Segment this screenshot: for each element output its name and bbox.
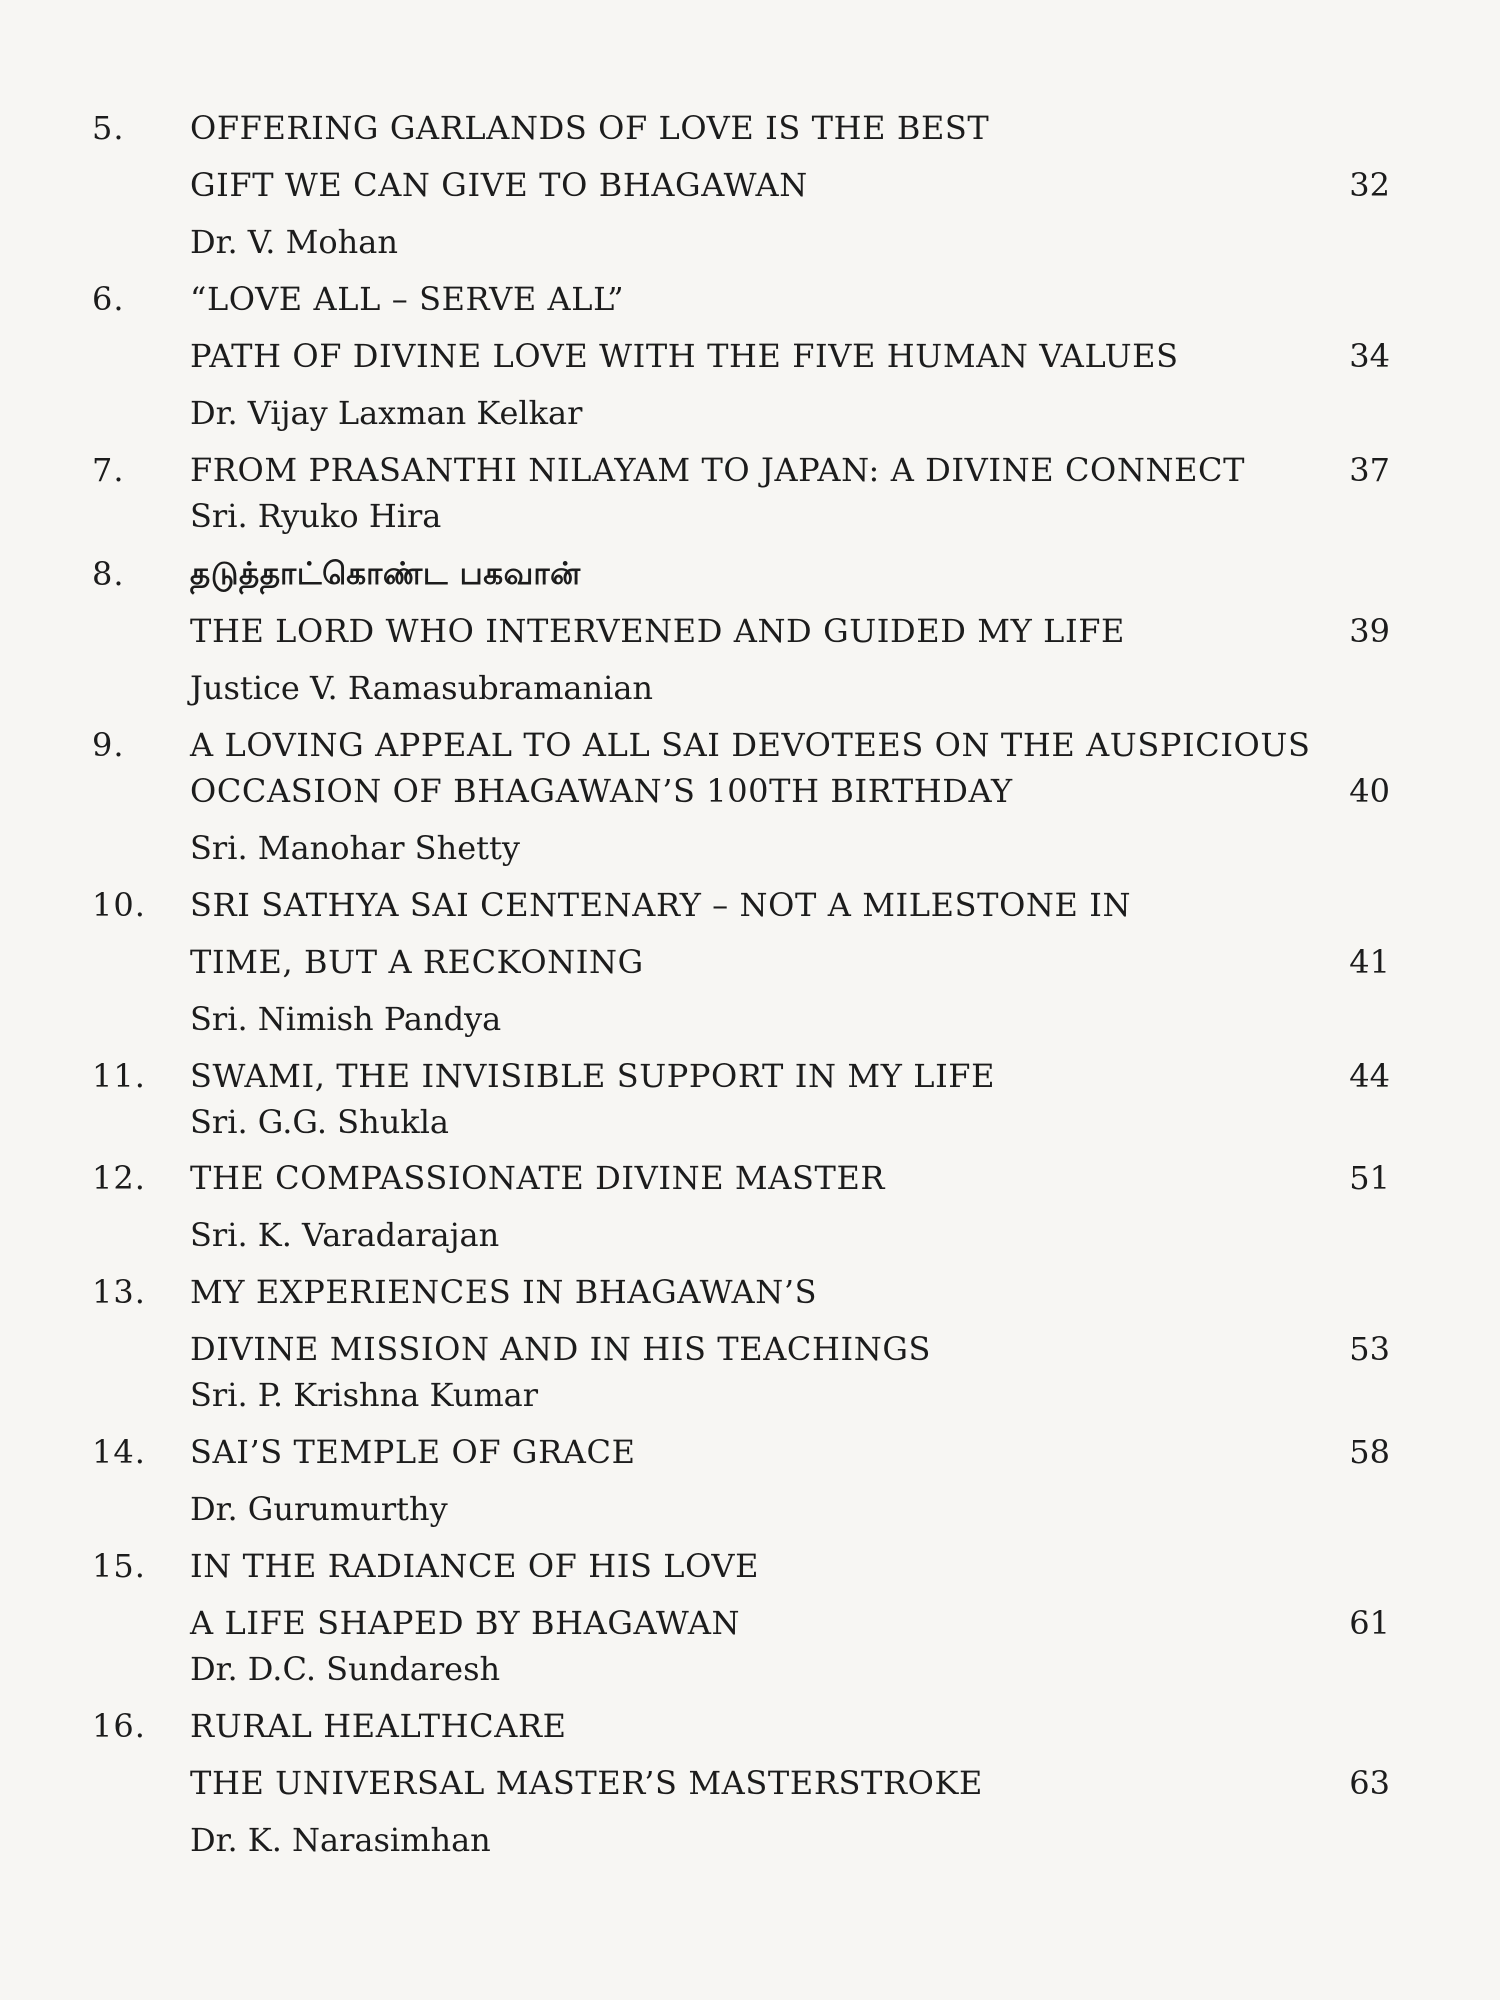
- entry-title-line: SAI’S TEMPLE OF GRACE: [190, 1433, 636, 1471]
- entry-author: Sri. Manohar Shetty: [190, 829, 520, 867]
- entry-title-tamil: தடுத்தாட்கொண்ட பகவான்: [190, 556, 581, 592]
- entry-number: 11.: [92, 1057, 146, 1095]
- entry-number: 5.: [92, 109, 125, 147]
- entry-title-line: OFFERING GARLANDS OF LOVE IS THE BEST: [190, 109, 990, 147]
- entry-title-line: RURAL HEALTHCARE: [190, 1707, 567, 1745]
- entry-number: 15.: [92, 1547, 146, 1585]
- page-number: 44: [1349, 1057, 1390, 1095]
- entry-title-line: FROM PRASANTHI NILAYAM TO JAPAN: A DIVINE CONNECT: [190, 451, 1246, 489]
- page-number: 58: [1349, 1433, 1390, 1471]
- entry-title-line: PATH OF DIVINE LOVE WITH THE FIVE HUMAN VALUES: [190, 337, 1179, 375]
- page-number: 41: [1349, 943, 1390, 981]
- entry-author: Dr. D.C. Sundaresh: [190, 1650, 501, 1688]
- entry-title-line: MY EXPERIENCES IN BHAGAWAN’S: [190, 1273, 818, 1311]
- entry-title-line: THE LORD WHO INTERVENED AND GUIDED MY LIFE: [190, 612, 1126, 650]
- entry-number: 13.: [92, 1273, 146, 1311]
- page-number: 40: [1349, 772, 1390, 810]
- entry-author: Sri. P. Krishna Kumar: [190, 1376, 539, 1414]
- entry-number: 12.: [92, 1159, 146, 1197]
- entry-title-line: SRI SATHYA SAI CENTENARY – NOT A MILESTONE IN: [190, 886, 1132, 924]
- entry-title-line: GIFT WE CAN GIVE TO BHAGAWAN: [190, 166, 808, 204]
- entry-number: 8.: [92, 555, 125, 593]
- entry-author: Dr. V. Mohan: [190, 223, 398, 261]
- page-number: 39: [1349, 612, 1390, 650]
- entry-title-line: A LOVING APPEAL TO ALL SAI DEVOTEES ON THE AUSPICIOUS: [190, 726, 1311, 764]
- entry-number: 10.: [92, 886, 146, 924]
- entry-title-line: DIVINE MISSION AND IN HIS TEACHINGS: [190, 1330, 932, 1368]
- entry-title-line: OCCASION OF BHAGAWAN’S 100TH BIRTHDAY: [190, 772, 1013, 810]
- entry-title-line: SWAMI, THE INVISIBLE SUPPORT IN MY LIFE: [190, 1057, 996, 1095]
- entry-title-line: A LIFE SHAPED BY BHAGAWAN: [190, 1604, 741, 1642]
- page-number: 51: [1349, 1159, 1390, 1197]
- entry-author: Sri. Nimish Pandya: [190, 1000, 502, 1038]
- entry-title-line: THE UNIVERSAL MASTER’S MASTERSTROKE: [190, 1764, 983, 1802]
- entry-author: Sri. G.G. Shukla: [190, 1103, 449, 1141]
- entry-title-line: THE COMPASSIONATE DIVINE MASTER: [190, 1159, 886, 1197]
- entry-number: 6.: [92, 280, 125, 318]
- entry-author: Dr. K. Narasimhan: [190, 1821, 491, 1859]
- page-number: 37: [1349, 451, 1390, 489]
- entry-title-line: IN THE RADIANCE OF HIS LOVE: [190, 1547, 760, 1585]
- page-number: 53: [1349, 1330, 1390, 1368]
- entry-number: 9.: [92, 726, 125, 764]
- entry-title-line: TIME, BUT A RECKONING: [190, 943, 644, 981]
- page-number: 32: [1349, 166, 1390, 204]
- page-number: 63: [1349, 1764, 1390, 1802]
- entry-number: 14.: [92, 1433, 146, 1471]
- entry-number: 7.: [92, 451, 125, 489]
- entry-author: Dr. Vijay Laxman Kelkar: [190, 394, 583, 432]
- page-number: 34: [1349, 337, 1390, 375]
- entry-title-line: “LOVE ALL – SERVE ALL”: [190, 280, 625, 318]
- entry-number: 16.: [92, 1707, 146, 1745]
- entry-author: Dr. Gurumurthy: [190, 1490, 448, 1528]
- entry-author: Sri. K. Varadarajan: [190, 1216, 500, 1254]
- page-number: 61: [1349, 1604, 1390, 1642]
- entry-author: Justice V. Ramasubramanian: [190, 669, 654, 707]
- entry-author: Sri. Ryuko Hira: [190, 497, 442, 535]
